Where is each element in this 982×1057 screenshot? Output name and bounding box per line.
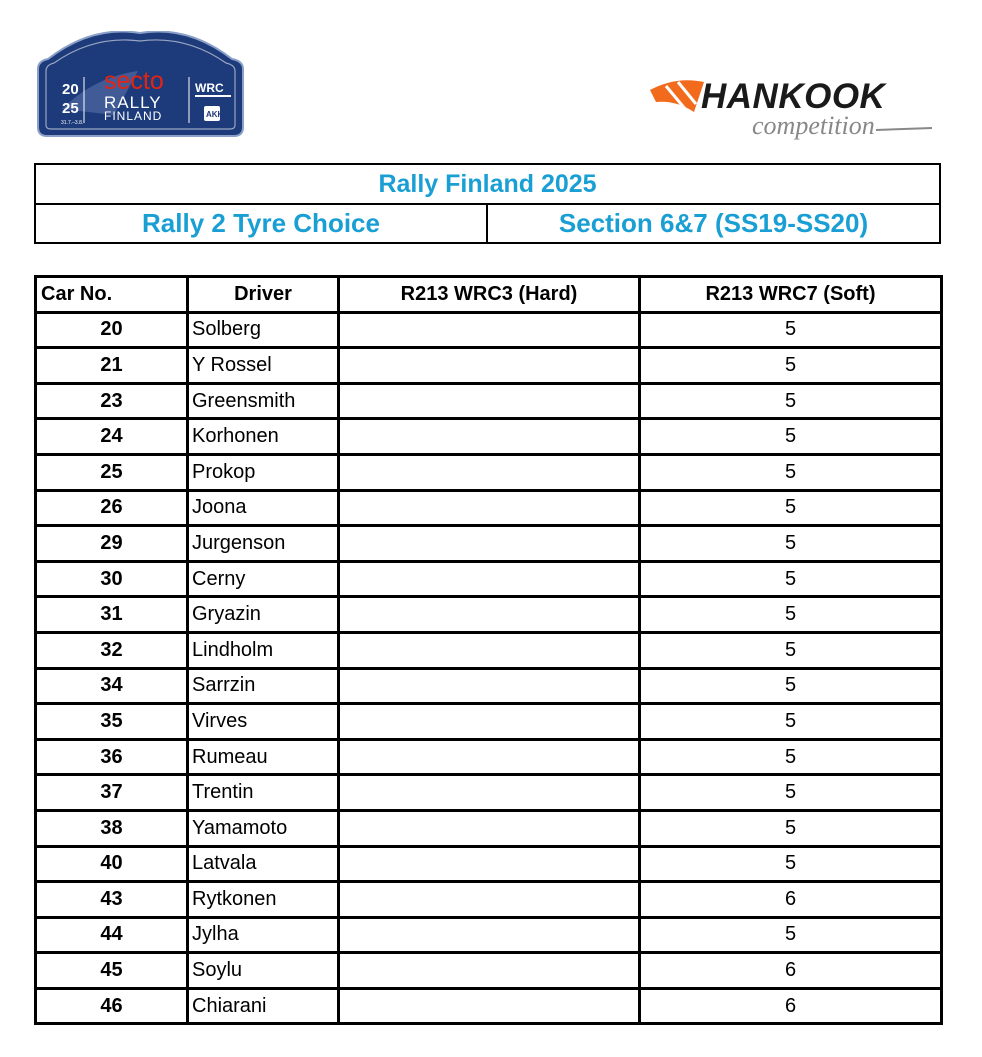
hard-tyre-count-cell [339,739,640,775]
driver-name-cell: Rytkonen [188,882,339,918]
badge-year-top: 20 [62,81,79,98]
soft-tyre-count-cell: 5 [640,632,942,668]
table-row [36,348,942,384]
table-row [36,490,942,526]
car-number-cell: 45 [36,953,188,989]
svg-text:AKK: AKK [206,110,224,119]
car-number-cell: 23 [36,383,188,419]
car-number-cell: 34 [36,668,188,704]
driver-name-cell: Joona [188,490,339,526]
car-number-cell: 29 [36,526,188,562]
hard-tyre-count-cell [339,597,640,633]
table-row [36,846,942,882]
driver-name-cell: Jylha [188,917,339,953]
badge-rally-text: RALLY [104,93,162,112]
driver-name-cell: Yamamoto [188,810,339,846]
soft-tyre-count-cell: 5 [640,810,942,846]
col-header-car-no: Car No. [36,277,188,313]
table-row [36,312,942,348]
rally-finland-logo [34,31,247,138]
badge-sponsor: secto [104,67,164,95]
hard-tyre-count-cell [339,704,640,740]
soft-tyre-count-cell: 5 [640,526,942,562]
soft-tyre-count-cell: 5 [640,383,942,419]
soft-tyre-count-cell: 5 [640,917,942,953]
driver-name-cell: Rumeau [188,739,339,775]
soft-tyre-count-cell: 5 [640,348,942,384]
driver-name-cell: Lindholm [188,632,339,668]
car-number-cell: 32 [36,632,188,668]
car-number-cell: 26 [36,490,188,526]
soft-tyre-count-cell: 5 [640,775,942,811]
soft-tyre-count-cell: 5 [640,704,942,740]
soft-tyre-count-cell: 5 [640,668,942,704]
tyre-choice-table [34,275,943,1025]
table-row [36,917,942,953]
driver-name-cell: Y Rossel [188,348,339,384]
table-row [36,561,942,597]
hard-tyre-count-cell [339,561,640,597]
car-number-cell: 21 [36,348,188,384]
hankook-flag-icon [650,80,704,112]
driver-name-cell: Gryazin [188,597,339,633]
table-row [36,419,942,455]
table-row [36,988,942,1024]
car-number-cell: 37 [36,775,188,811]
driver-name-cell: Korhonen [188,419,339,455]
driver-name-cell: Greensmith [188,383,339,419]
table-row [36,739,942,775]
table-row [36,810,942,846]
soft-tyre-count-cell: 5 [640,597,942,633]
badge-dates: 31.7.–3.8. [61,120,84,126]
hard-tyre-count-cell [339,846,640,882]
soft-tyre-count-cell: 5 [640,846,942,882]
hard-tyre-count-cell [339,668,640,704]
car-number-cell: 25 [36,454,188,490]
soft-tyre-count-cell: 6 [640,988,942,1024]
car-number-cell: 44 [36,917,188,953]
table-body [36,312,942,1024]
table-row [36,882,942,918]
table-header-row [36,277,942,313]
hard-tyre-count-cell [339,917,640,953]
hankook-wordmark: HANKOOK [701,77,886,116]
table-row [36,383,942,419]
hard-tyre-count-cell [339,312,640,348]
car-number-cell: 36 [36,739,188,775]
table-row [36,775,942,811]
driver-name-cell: Trentin [188,775,339,811]
header-table [34,163,941,244]
car-number-cell: 35 [36,704,188,740]
driver-name-cell: Sarrzin [188,668,339,704]
tyre-choice-subtitle: Rally 2 Tyre Choice [35,204,487,243]
hard-tyre-count-cell [339,383,640,419]
hard-tyre-count-cell [339,419,640,455]
soft-tyre-count-cell: 5 [640,561,942,597]
soft-tyre-count-cell: 5 [640,419,942,455]
hankook-competition-logo [646,70,936,150]
table-row [36,704,942,740]
car-number-cell: 40 [36,846,188,882]
table-row [36,668,942,704]
hard-tyre-count-cell [339,953,640,989]
soft-tyre-count-cell: 5 [640,454,942,490]
hard-tyre-count-cell [339,988,640,1024]
hard-tyre-count-cell [339,632,640,668]
table-row [36,597,942,633]
soft-tyre-count-cell: 5 [640,739,942,775]
driver-name-cell: Prokop [188,454,339,490]
car-number-cell: 46 [36,988,188,1024]
driver-name-cell: Soylu [188,953,339,989]
table-row [36,526,942,562]
driver-name-cell: Solberg [188,312,339,348]
col-header-driver: Driver [188,277,339,313]
driver-name-cell: Cerny [188,561,339,597]
hard-tyre-count-cell [339,526,640,562]
driver-name-cell: Chiarani [188,988,339,1024]
car-number-cell: 31 [36,597,188,633]
col-header-hard: R213 WRC3 (Hard) [339,277,640,313]
col-header-soft: R213 WRC7 (Soft) [640,277,942,313]
section-subtitle: Section 6&7 (SS19-SS20) [487,204,940,243]
table-row [36,454,942,490]
soft-tyre-count-cell: 6 [640,953,942,989]
car-number-cell: 20 [36,312,188,348]
hard-tyre-count-cell [339,882,640,918]
badge-wrc-text: WRC [195,81,224,95]
car-number-cell: 43 [36,882,188,918]
car-number-cell: 38 [36,810,188,846]
badge-finland-text: FINLAND [104,109,163,123]
hard-tyre-count-cell [339,348,640,384]
hard-tyre-count-cell [339,810,640,846]
soft-tyre-count-cell: 6 [640,882,942,918]
driver-name-cell: Jurgenson [188,526,339,562]
soft-tyre-count-cell: 5 [640,490,942,526]
soft-tyre-count-cell: 5 [640,312,942,348]
driver-name-cell: Virves [188,704,339,740]
page-title: Rally Finland 2025 [35,164,940,204]
car-number-cell: 30 [36,561,188,597]
hard-tyre-count-cell [339,775,640,811]
badge-year-bottom: 25 [62,100,79,117]
hankook-tagline: competition [752,111,875,140]
table-row [36,953,942,989]
driver-name-cell: Latvala [188,846,339,882]
hard-tyre-count-cell [339,454,640,490]
hard-tyre-count-cell [339,490,640,526]
table-row [36,632,942,668]
car-number-cell: 24 [36,419,188,455]
